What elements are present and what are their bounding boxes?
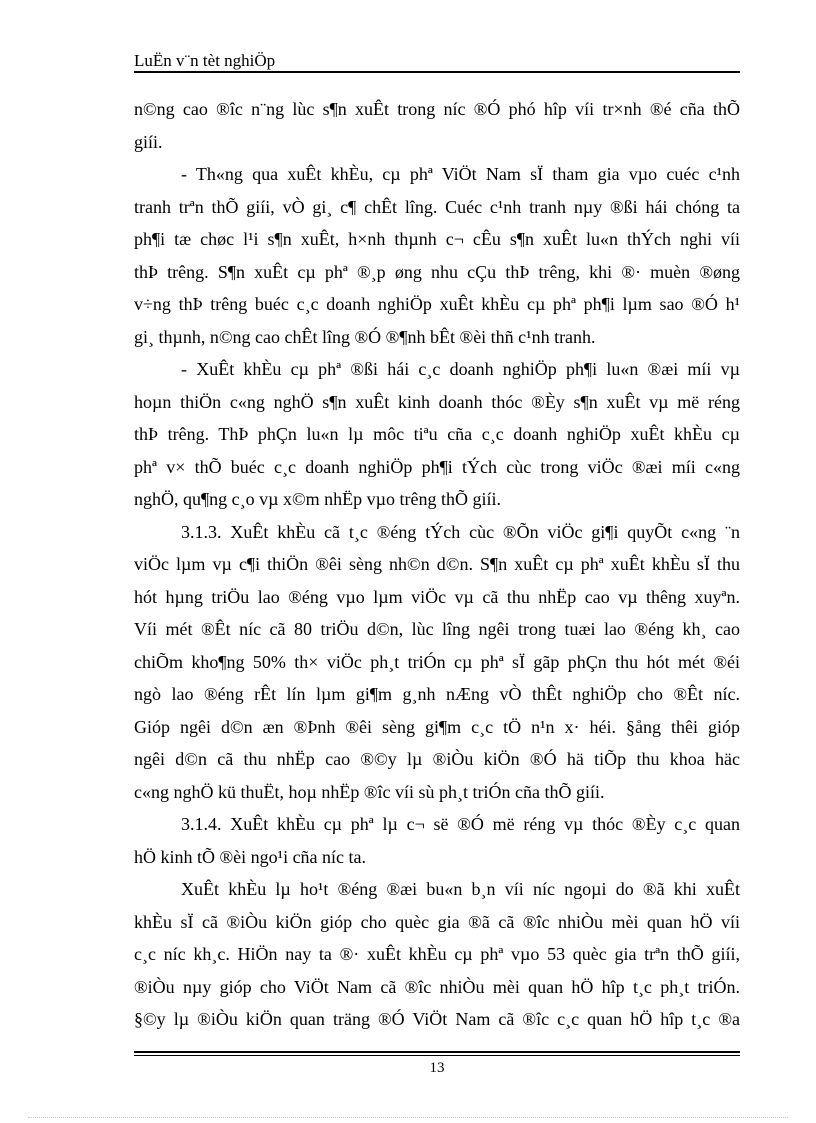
body-line: ®iÒu nµy gióp cho ViÖt Nam cã ®îc nhiÒu mèi quan hÖ hîp t¸c ph¸t triÓn. [134,976,740,997]
body-line: XuÊt khÈu lµ ho¹t ®éng ®æi bu«n b¸n víi níc ngoµi do ®ã khi xuÊt [181,879,740,899]
page-header [134,50,740,72]
section-heading-3-1-4: 3.1.4. XuÊt khÈu cµ phª lµ c¬ së ®Ó më réng vµ thóc ®Èy c¸c quan [181,814,740,834]
body-line: - Th«ng qua xuÊt khÈu, cµ phª ViÖt Nam sÏ tham gia vµo cuéc c¹nh [181,164,740,184]
body-line: Víi mét ®Êt níc cã 80 triÖu d©n, lùc lîng ngêi trong tuæi lao ®éng kh¸ cao [134,619,740,639]
document-body [134,93,740,1036]
body-line: tranh trªn thÕ giíi, vÒ gi¸ c¶ chÊt lîng. Cuéc c¹nh tranh nµy ®ßi hái chóng ta [134,196,740,217]
body-line: khÈu sÏ cã ®iÒu kiÖn gióp cho quèc gia ®ã cã ®îc nhiÒu mèi quan hÖ víi [134,911,740,932]
body-line: viÖc lµm vµ c¶i thiÖn ®êi sèng nh©n d©n. S¶n xuÊt cµ phª xuÊt khÈu sÏ thu [134,554,740,574]
body-line: n©ng cao ®îc n¨ng lùc s¶n xuÊt trong níc ®Ó phó hîp víi tr×nh ®é cña thÕ [134,99,740,119]
body-line: thÞ trêng. S¶n xuÊt cµ phª ®¸p øng nhu cÇu thÞ trêng, khi ®· muèn ®øng [134,261,740,282]
header-rule [134,71,740,73]
body-line: hÖ kinh tÕ ®èi ngo¹i cña níc ta. [134,846,367,867]
body-line: Gióp ngêi d©n æn ®Þnh ®êi sèng gi¶m c¸c tÖ n¹n x· héi. §ång thêi gióp [134,716,740,737]
body-line: giíi. [134,131,163,152]
body-line: §©y lµ ®iÒu kiÖn quan träng ®Ó ViÖt Nam cã ®îc c¸c quan hÖ hîp t¸c ®a [134,1009,740,1029]
footer-rule-thick [134,1051,740,1053]
body-line: thÞ trêng. ThÞ phÇn lu«n lµ môc tiªu cña c¸c doanh nghiÖp xuÊt khÈu cµ [134,424,740,444]
body-line: gi¸ thµnh, n©ng cao chÊt lîng ®Ó ®¶nh bÊt ®èi thñ c¹nh tranh. [134,326,596,347]
running-header-title: LuËn v¨n tèt nghiÖp [134,51,276,70]
page-number: 13 [429,1060,445,1076]
body-line: c«ng nghÖ kü thuËt, hoµ nhËp ®îc víi sù ph¸t triÓn cña thÕ giíi. [134,781,605,802]
body-line: nghÖ, qu¶ng c¸o vµ x©m nhËp vµo trêng thÕ giíi. [134,489,502,509]
footer-rule-thin [134,1055,740,1056]
body-line: c¸c níc kh¸c. HiÖn nay ta ®· xuÊt khÈu cµ phª vµo 53 quèc gia trªn thÕ giíi, [134,944,740,964]
body-line: ph¶i tæ chøc l¹i s¶n xuÊt, h×nh thµnh c¬ cÊu s¶n xuÊt lu«n thÝch nghi víi [134,229,740,249]
body-line: phª v× thÕ buéc c¸c doanh nghiÖp ph¶i tÝch cùc trong viÖc ®æi míi c«ng [134,456,740,477]
body-line: v÷ng thÞ trêng buéc c¸c doanh nghiÖp xuÊt khÈu cµ phª ph¶i lµm sao ®Ó h¹ [134,294,740,314]
body-line: ngêi d©n cã thu nhËp cao ®©y lµ ®iÒu kiÖn ®Ó hä tiÕp thu khoa häc [134,749,740,769]
page-bottom-dotted-edge [28,1117,788,1118]
body-line: hoµn thiÖn c«ng nghÖ s¶n xuÊt kinh doanh thóc ®Èy s¶n xuÊt vµ më réng [134,391,740,412]
body-line: chiÕm kho¶ng 50% th× viÖc ph¸t triÓn cµ phª sÏ gãp phÇn thu hót mét ®éi [134,651,740,672]
body-line: - XuÊt khÈu cµ phª ®ßi hái c¸c doanh nghiÖp ph¶i lu«n ®æi míi vµ [181,359,740,379]
body-line: hót hµng triÖu lao ®éng vµo lµm viÖc vµ cã thu nhËp cao vµ thêng xuyªn. [134,586,740,607]
section-heading-3-1-3: 3.1.3. XuÊt khÈu cã t¸c ®éng tÝch cùc ®Õn viÖc gi¶i quyÕt c«ng ¨n [181,521,740,542]
body-line: ngò lao ®éng rÊt lín lµm gi¶m g¸nh nÆng vÒ thÊt nghiÖp cho ®Êt níc. [134,684,740,704]
